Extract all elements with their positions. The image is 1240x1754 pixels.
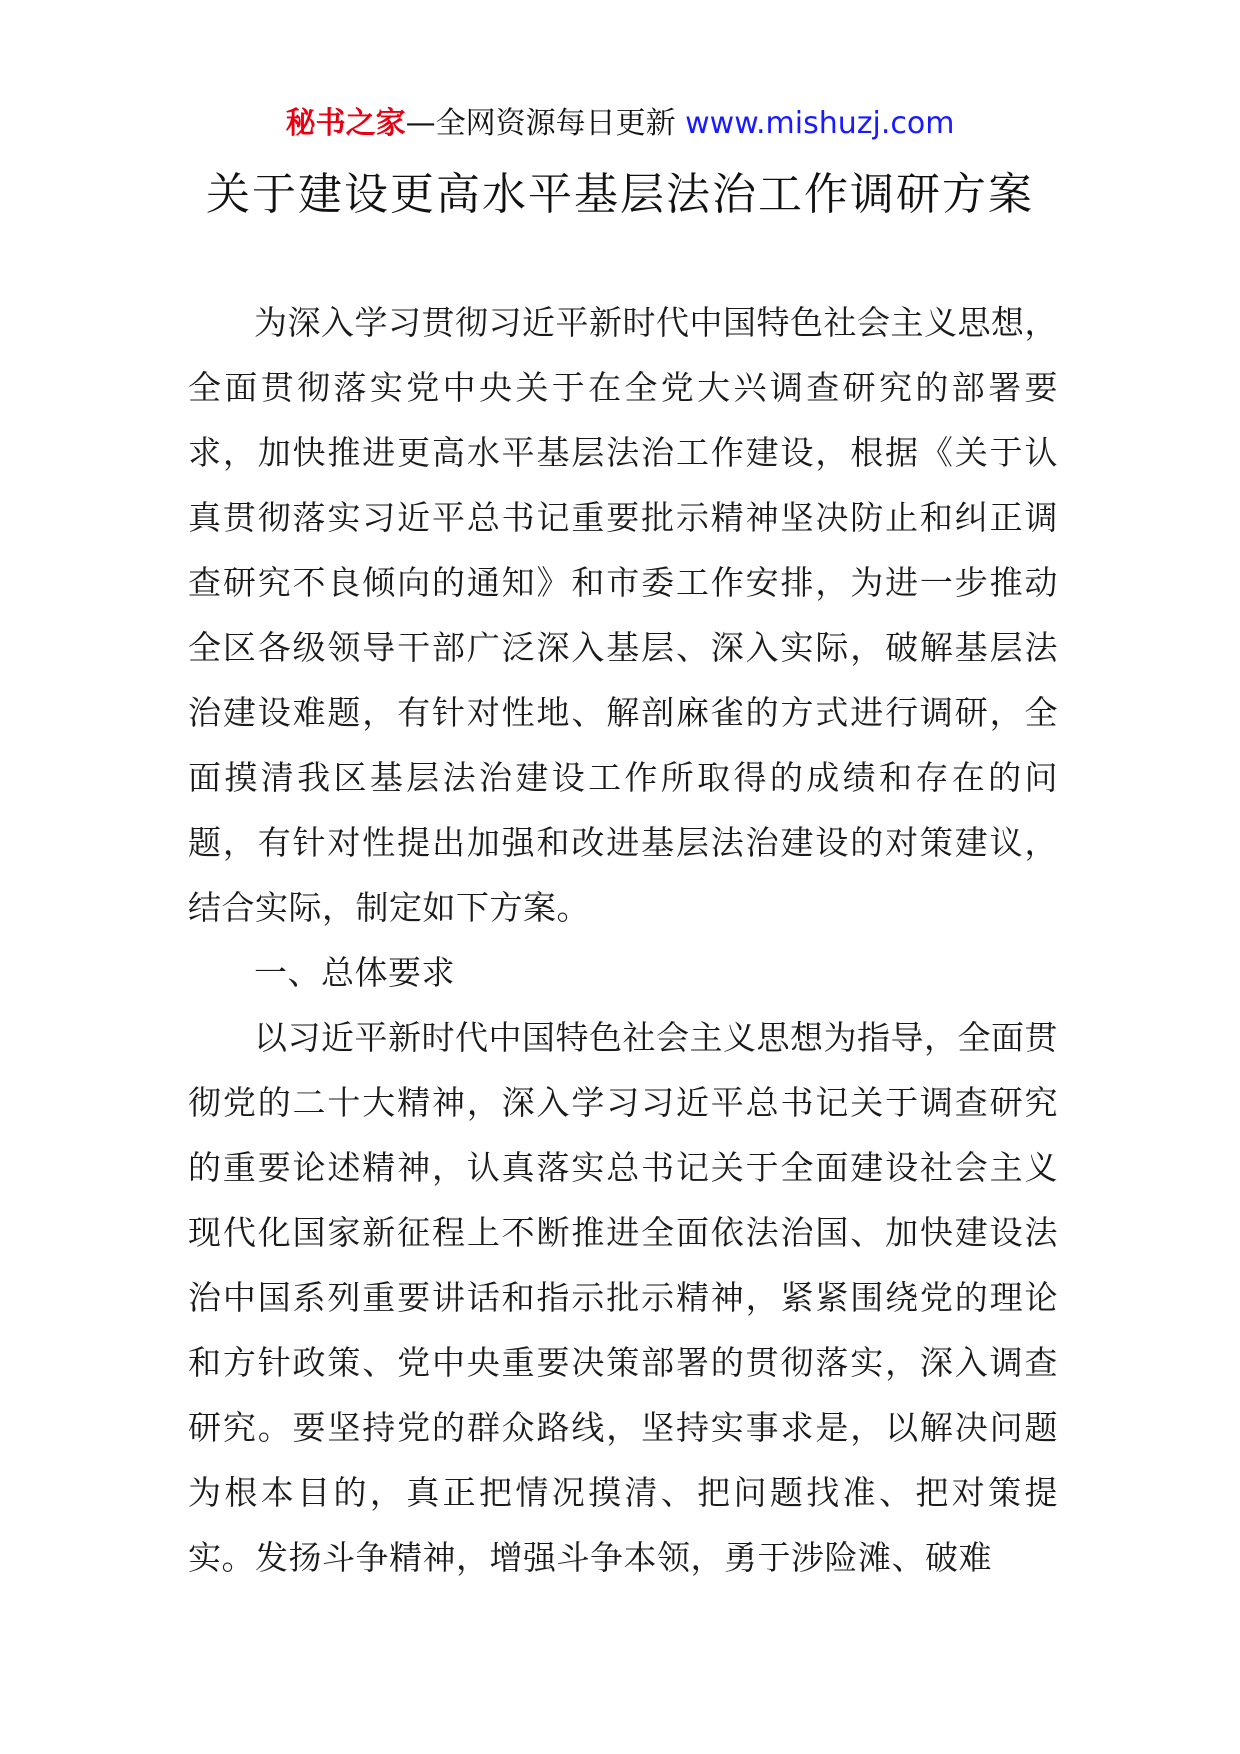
document-title: 关于建设更高水平基层法治工作调研方案 [206, 169, 1034, 220]
website-link[interactable]: www.mishuzj.com [685, 106, 955, 141]
document-body [188, 290, 1058, 1590]
general-requirements-paragraph: 以习近平新时代中国特色社会主义思想为指导，全面贯彻党的二十大精神，深入学习习近平总书记关于调查研究的重要论述精神，认真落实总书记关于全面建设社会主义现代化国家新征程上不断推进全面依法治国、加快建设法治中国系列重要讲话和指示批示精神，紧紧围绕党的理论和方针政策、党中央重要决策部署的贯彻落实，深入调查研究。要坚持党的群众路线，坚持实事求是，以解决问题为根本目的，真正把情况摸清、把问题找准、把对策提实。发扬斗争精神，增强斗争本领，勇于涉险滩、破难 [188, 1018, 1058, 1577]
intro-paragraph: 为深入学习贯彻习近平新时代中国特色社会主义思想，全面贯彻落实党中央关于在全党大兴调查研究的部署要求，加快推进更高水平基层法治工作建设，根据《关于认真贯彻落实习近平总书记重要批示精神坚决防止和纠正调查研究不良倾向的通知》和市委工作安排，为进一步推动全区各级领导干部广泛深入基层、深入实际，破解基层法治建设难题，有针对性地、解剖麻雀的方式进行调研，全面摸清我区基层法治建设工作所取得的成绩和存在的问题，有针对性提出加强和改进基层法治建设的对策建议，结合实际，制定如下方案。 [188, 303, 1058, 927]
source-banner [0, 102, 1240, 146]
banner-tagline: —全网资源每日更新 [405, 106, 676, 141]
brand-name: 秘书之家 [285, 106, 406, 141]
section-heading-general-requirements: 一、总体要求 [254, 953, 455, 992]
